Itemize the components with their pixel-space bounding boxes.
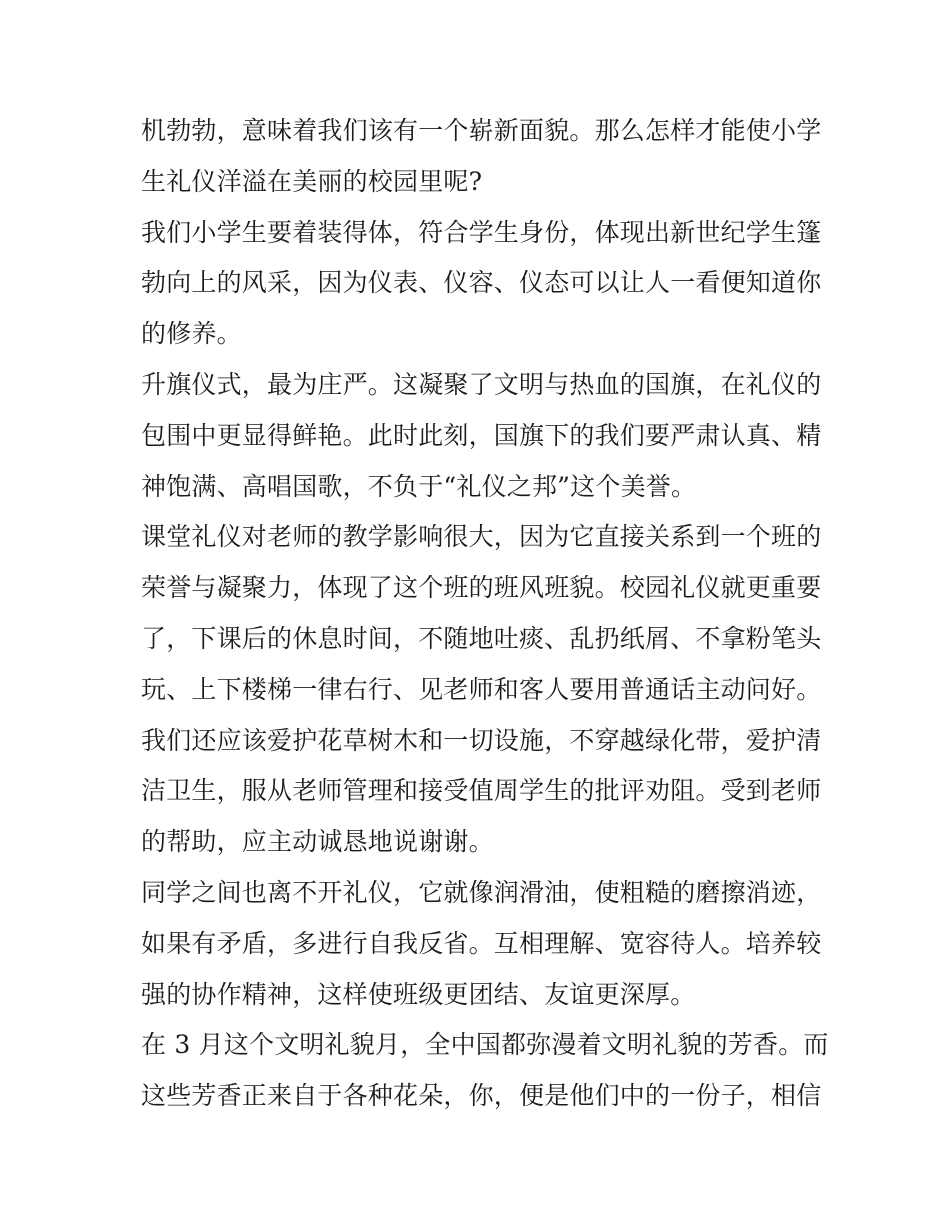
text-line: 洁卫生，服从老师管理和接受值周学生的批评劝阻。受到老师 [141,776,822,806]
text-line: 我们还应该爱护花草树木和一切设施，不穿越绿化带，爱护清 [141,725,822,755]
text-line: 玩、上下楼梯一律右行、见老师和客人要用普通话主动问好。 [141,674,822,704]
document-body [141,106,829,1122]
text-line: 的修养。 [141,319,242,349]
text-line: 这些芳香正来自于各种花朵，你，便是他们中的一份子，相信 [141,1081,822,1111]
text-line: 荣誉与凝聚力，体现了这个班的班风班貌。校园礼仪就更重要 [141,573,822,603]
text-line: 课堂礼仪对老师的教学影响很大，因为它直接关系到一个班的 [141,522,822,552]
text-line: 我们小学生要着装得体，符合学生身份，体现出新世纪学生篷 [141,217,822,247]
text-line: 同学之间也离不开礼仪，它就像润滑油，使粗糙的磨擦消迹， [141,877,822,907]
text-line: 机勃勃，意味着我们该有一个崭新面貌。那么怎样才能使小学 [141,116,822,145]
text-line: 在 3 月这个文明礼貌月，全中国都弥漫着文明礼貌的芳香。而 [141,1030,829,1060]
text-line: 如果有矛盾，多进行自我反省。互相理解、宽容待人。培养较 [141,928,822,958]
text-line: 神饱满、高唱国歌，不负于“礼仪之邦”这个美誉。 [141,471,697,501]
text-line: 勃向上的风采，因为仪表、仪容、仪态可以让人一看便知道你 [141,268,822,298]
text-line: 包围中更显得鲜艳。此时此刻，国旗下的我们要严肃认真、精 [141,420,822,450]
text-line: 生礼仪洋溢在美丽的校园里呢? [141,166,483,196]
text-line: 强的协作精神，这样使班级更团结、友谊更深厚。 [141,979,696,1009]
text-line: 了，下课后的休息时间，不随地吐痰、乱扔纸屑、不拿粉笔头 [141,623,822,653]
text-line: 的帮助，应主动诚恳地说谢谢。 [141,827,494,857]
text-line: 升旗仪式，最为庄严。这凝聚了文明与热血的国旗，在礼仪的 [141,369,822,399]
